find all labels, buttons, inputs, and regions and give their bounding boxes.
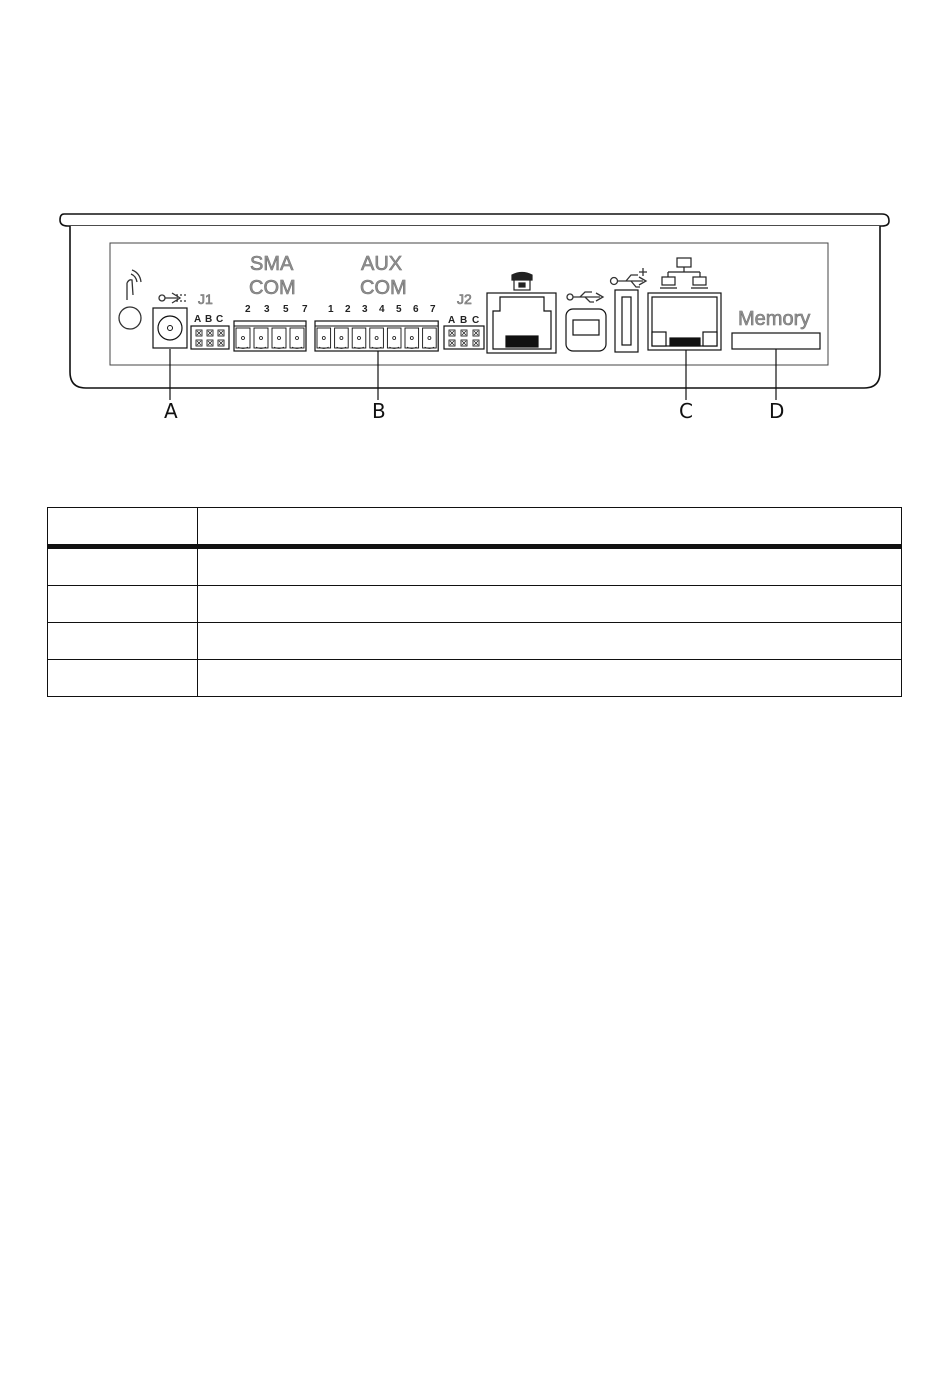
table-cell [198, 547, 902, 586]
table-cell [198, 586, 902, 623]
aux-com-terminal-block [315, 321, 438, 351]
usb-b-port [566, 309, 606, 351]
table-cell [48, 547, 198, 586]
table-row [48, 623, 902, 660]
j2-pin-label: B [460, 315, 468, 326]
table-header-row [48, 508, 902, 547]
table-cell [48, 586, 198, 623]
sma-com-terminal[interactable] [236, 328, 250, 349]
memory-card-slot[interactable] [732, 333, 820, 349]
j2-jumper-pin [473, 330, 479, 336]
sma-com-label-line2: COM [249, 277, 296, 299]
aux-com-terminal[interactable] [352, 328, 366, 349]
table-cell [198, 623, 902, 660]
table-row [48, 586, 902, 623]
aux-com-terminal[interactable] [317, 328, 331, 349]
aux-com-pin-label: 1 [328, 304, 334, 315]
sma-com-terminal[interactable] [290, 328, 304, 349]
callout-legend-table [47, 507, 902, 697]
callout-b: B [372, 399, 386, 423]
table-cell [48, 660, 198, 697]
aux-com-terminal[interactable] [423, 328, 437, 349]
j1-jumper-pin [207, 340, 213, 346]
aux-com-pin-label: 3 [362, 304, 368, 315]
callout-c: C [679, 399, 693, 423]
sma-com-pin-label: 5 [283, 304, 289, 315]
table-row [48, 547, 902, 586]
sma-com-terminal[interactable] [254, 328, 268, 349]
telephone-rj-socket [487, 293, 556, 353]
j2-jumper-pin [449, 330, 455, 336]
ethernet-rj45-port [648, 293, 721, 350]
aux-com-pin-label: 2 [345, 304, 351, 315]
j1-jumper-pin [207, 330, 213, 336]
aux-com-terminal[interactable] [335, 328, 349, 349]
aux-com-pin-label: 7 [430, 304, 436, 315]
j1-jumper-pin [218, 340, 224, 346]
sma-com-terminal[interactable] [272, 328, 286, 349]
j2-jumper-pin [461, 330, 467, 336]
j2-jumper-pin [461, 340, 467, 346]
telephone-icon [512, 273, 532, 291]
sma-com-label-line1: SMA [250, 253, 294, 275]
j1-pin-labels [194, 314, 223, 325]
aux-com-pin-label: 4 [379, 304, 385, 315]
callout-a: A [164, 399, 178, 423]
usb-a-port [615, 290, 638, 352]
callout-d: D [769, 399, 785, 423]
aux-com-terminal[interactable] [405, 328, 419, 349]
table-row [48, 660, 902, 697]
sma-com-pin-label: 7 [302, 304, 308, 315]
sma-com-pin-label: 3 [264, 304, 270, 315]
device-connector-diagram [0, 0, 950, 440]
aux-com-pin-label: 5 [396, 304, 402, 315]
memory-label: Memory [738, 308, 811, 330]
j1-pin-label: C [216, 314, 224, 325]
j2-pin-labels [448, 315, 479, 326]
j1-jumper-pin [196, 340, 202, 346]
j2-jumper-pin [473, 340, 479, 346]
aux-com-terminal[interactable] [387, 328, 401, 349]
table-header-cell [48, 508, 198, 547]
aux-com-terminal[interactable] [370, 328, 384, 349]
j1-label: J1 [198, 291, 213, 307]
j2-pin-label: C [472, 315, 480, 326]
housing-lid [60, 214, 889, 226]
j1-jumper-pin [218, 330, 224, 336]
table-header-cell [198, 508, 902, 547]
sma-com-pin-label: 2 [245, 304, 251, 315]
sma-com-terminal-block [234, 321, 306, 351]
j1-pin-label: A [194, 314, 202, 325]
aux-com-label-line1: AUX [361, 253, 403, 275]
aux-com-pin-label: 6 [413, 304, 419, 315]
j1-pin-label: B [205, 314, 213, 325]
aux-com-label-line2: COM [360, 277, 407, 299]
table-cell [48, 623, 198, 660]
table-cell [198, 660, 902, 697]
j1-jumper-pin [196, 330, 202, 336]
j2-pin-label: A [448, 315, 456, 326]
j2-label: J2 [457, 291, 472, 307]
j2-jumper-pin [449, 340, 455, 346]
dc-power-jack [153, 308, 187, 348]
